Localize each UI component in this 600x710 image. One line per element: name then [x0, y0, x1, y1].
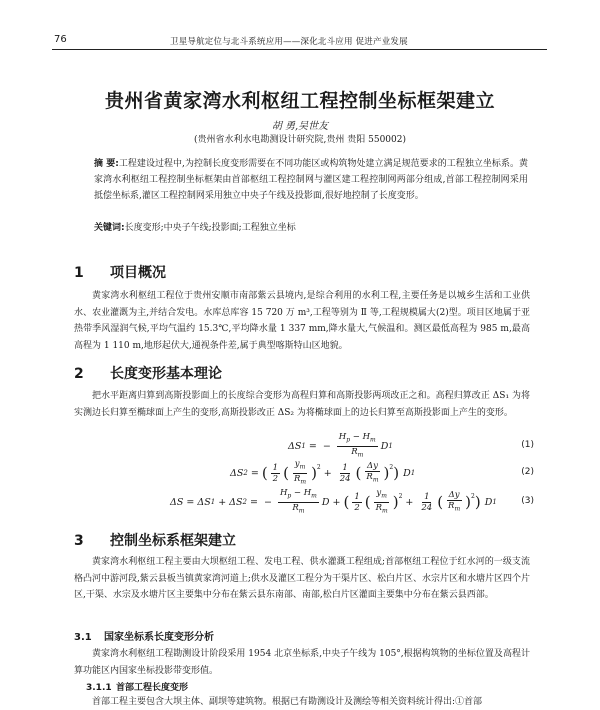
equation-1	[74, 433, 534, 459]
equation-2	[74, 460, 534, 486]
equation-number: (2)	[521, 467, 534, 477]
section-heading-1	[74, 262, 166, 282]
affiliation: (贵州省水利水电勘测设计研究院,贵州 贵阳 550002)	[194, 135, 406, 145]
subsubsection-title: 首部工程长度变形	[116, 683, 189, 693]
page-number: 76	[54, 34, 67, 45]
abstract-text: 工程建设过程中,为控制长度变形需要在不同功能区或构筑物处建立满足规范要求的工程独立坐标系。黄家湾水利枢纽工程控制坐标框架由首部枢纽工程控制网与灌区建工程控制网两部分组成,首部工程控制网采用抵偿坐标系,灌区工程控制网采用独立中央子午线及投影面,很好地控制了长度变形。	[94, 159, 528, 201]
abstract	[94, 156, 528, 204]
equation-number: (3)	[521, 496, 534, 506]
section-number: 3	[74, 533, 84, 549]
keywords	[94, 220, 528, 236]
keywords-text: 长度变形;中央子午线;投影面;工程独立坐标	[124, 223, 296, 233]
equation-number: (1)	[521, 440, 534, 450]
section-heading-3	[74, 530, 236, 550]
subsection-heading-3-1	[74, 628, 214, 643]
section-1-paragraph: 黄家湾水利枢纽工程位于贵州安顺市南部紫云县境内,是综合利用的水利工程,主要任务是以城乡生活和工业供水、农业灌溉为主,并结合发电。水库总库容 15 720 万 m³,工程等别为 Ⅱ 等,工程规模属大(2)型。项目区地属于亚热带季风湿润气候,平均气温约 15.3℃,平均降水量 1 337 mm,降水量大,气候温和。测区最低高程为 985 m,最高高程为 1 110 m,地形起伏大,通视条件差,属于典型喀斯特山区地貌。	[74, 291, 530, 351]
section-number: 1	[74, 265, 84, 281]
section-number: 2	[74, 366, 84, 382]
section-heading-2	[74, 363, 222, 383]
section-title: 控制坐标系框架建立	[110, 533, 236, 549]
paper-title: 贵州省黄家湾水利枢纽工程控制坐标框架建立	[104, 90, 495, 112]
subsubsection-number: 3.1.1	[86, 683, 112, 693]
keywords-label: 关键词:	[94, 223, 125, 233]
subsubsection-heading-3-1-1	[86, 680, 188, 693]
subsection-number: 3.1	[74, 632, 92, 643]
equation-body: ΔS 1 = − $\frac{H_p - H_m}{R_m}$ D 1	[288, 431, 393, 459]
subsection-title: 国家坐标系长度变形分析	[104, 632, 214, 643]
page-header	[0, 0, 600, 50]
section-title: 长度变形基本理论	[110, 366, 222, 382]
section-3-paragraph: 黄家湾水利枢纽工程主要由大坝枢纽工程、发电工程、供水灌溉工程组成;首部枢纽工程位于红水河的一级支流格凸河中游河段,紫云县板当镇黄家湾河道上;供水及灌区工程分为干渠片区、松白片区、水宗片区和水塘片区四个片区,干渠、水宗及水塘片区主要集中分布在紫云县东南部、南部,松白片区灌面主要集中分布在紫云县西部。	[74, 557, 530, 600]
section-title: 项目概况	[110, 265, 166, 281]
equation-3	[74, 489, 534, 515]
running-title: 卫星导航定位与北斗系统应用——深化北斗应用 促进产业发展	[170, 37, 408, 47]
authors: 胡 勇,吴世友	[271, 121, 329, 132]
subsection-3-1-1-paragraph: 首部工程主要包含大坝主体、副坝等建筑物。根据已有勘测设计及测绘等相关资料统计得出:①首部	[92, 697, 483, 707]
equation-body: ΔS 2 = ( 1 2 ( $y_m$ $R_m$ ) $^2$ + $\frac{1}{24}$ ( Δy $R_m$ ) $^2$ ) D 1	[230, 458, 416, 486]
subsection-3-1-paragraph: 黄家湾水利枢纽工程勘测设计阶段采用 1954 北京坐标系,中央子午线为 105°,根据构筑物的坐标位置及高程计算功能区内国家坐标投影带变形值。	[74, 649, 530, 676]
abstract-label: 摘 要:	[94, 159, 119, 169]
equation-body: ΔS = ΔS 1 + ΔS 2 = − $\frac{H_p - H_m}{R_m}$ D + ( 1 2 ( $y_m$ $R_m$ ) $^2$ + $\frac{1}{24}$ ( Δy $R_m$ ) $^2$ ) D 1	[170, 487, 497, 515]
section-2-paragraph: 把水平距离归算到高斯投影面上的长度综合变形为高程归算和高斯投影两项改正之和。高程归算改正 ΔS₁ 为将实测边长归算至椭球面上产生的变形,高斯投影改正 ΔS₂ 为将椭球面上的边长归算至高斯投影面上产生的变形。	[74, 391, 530, 418]
header-rule	[52, 49, 547, 50]
